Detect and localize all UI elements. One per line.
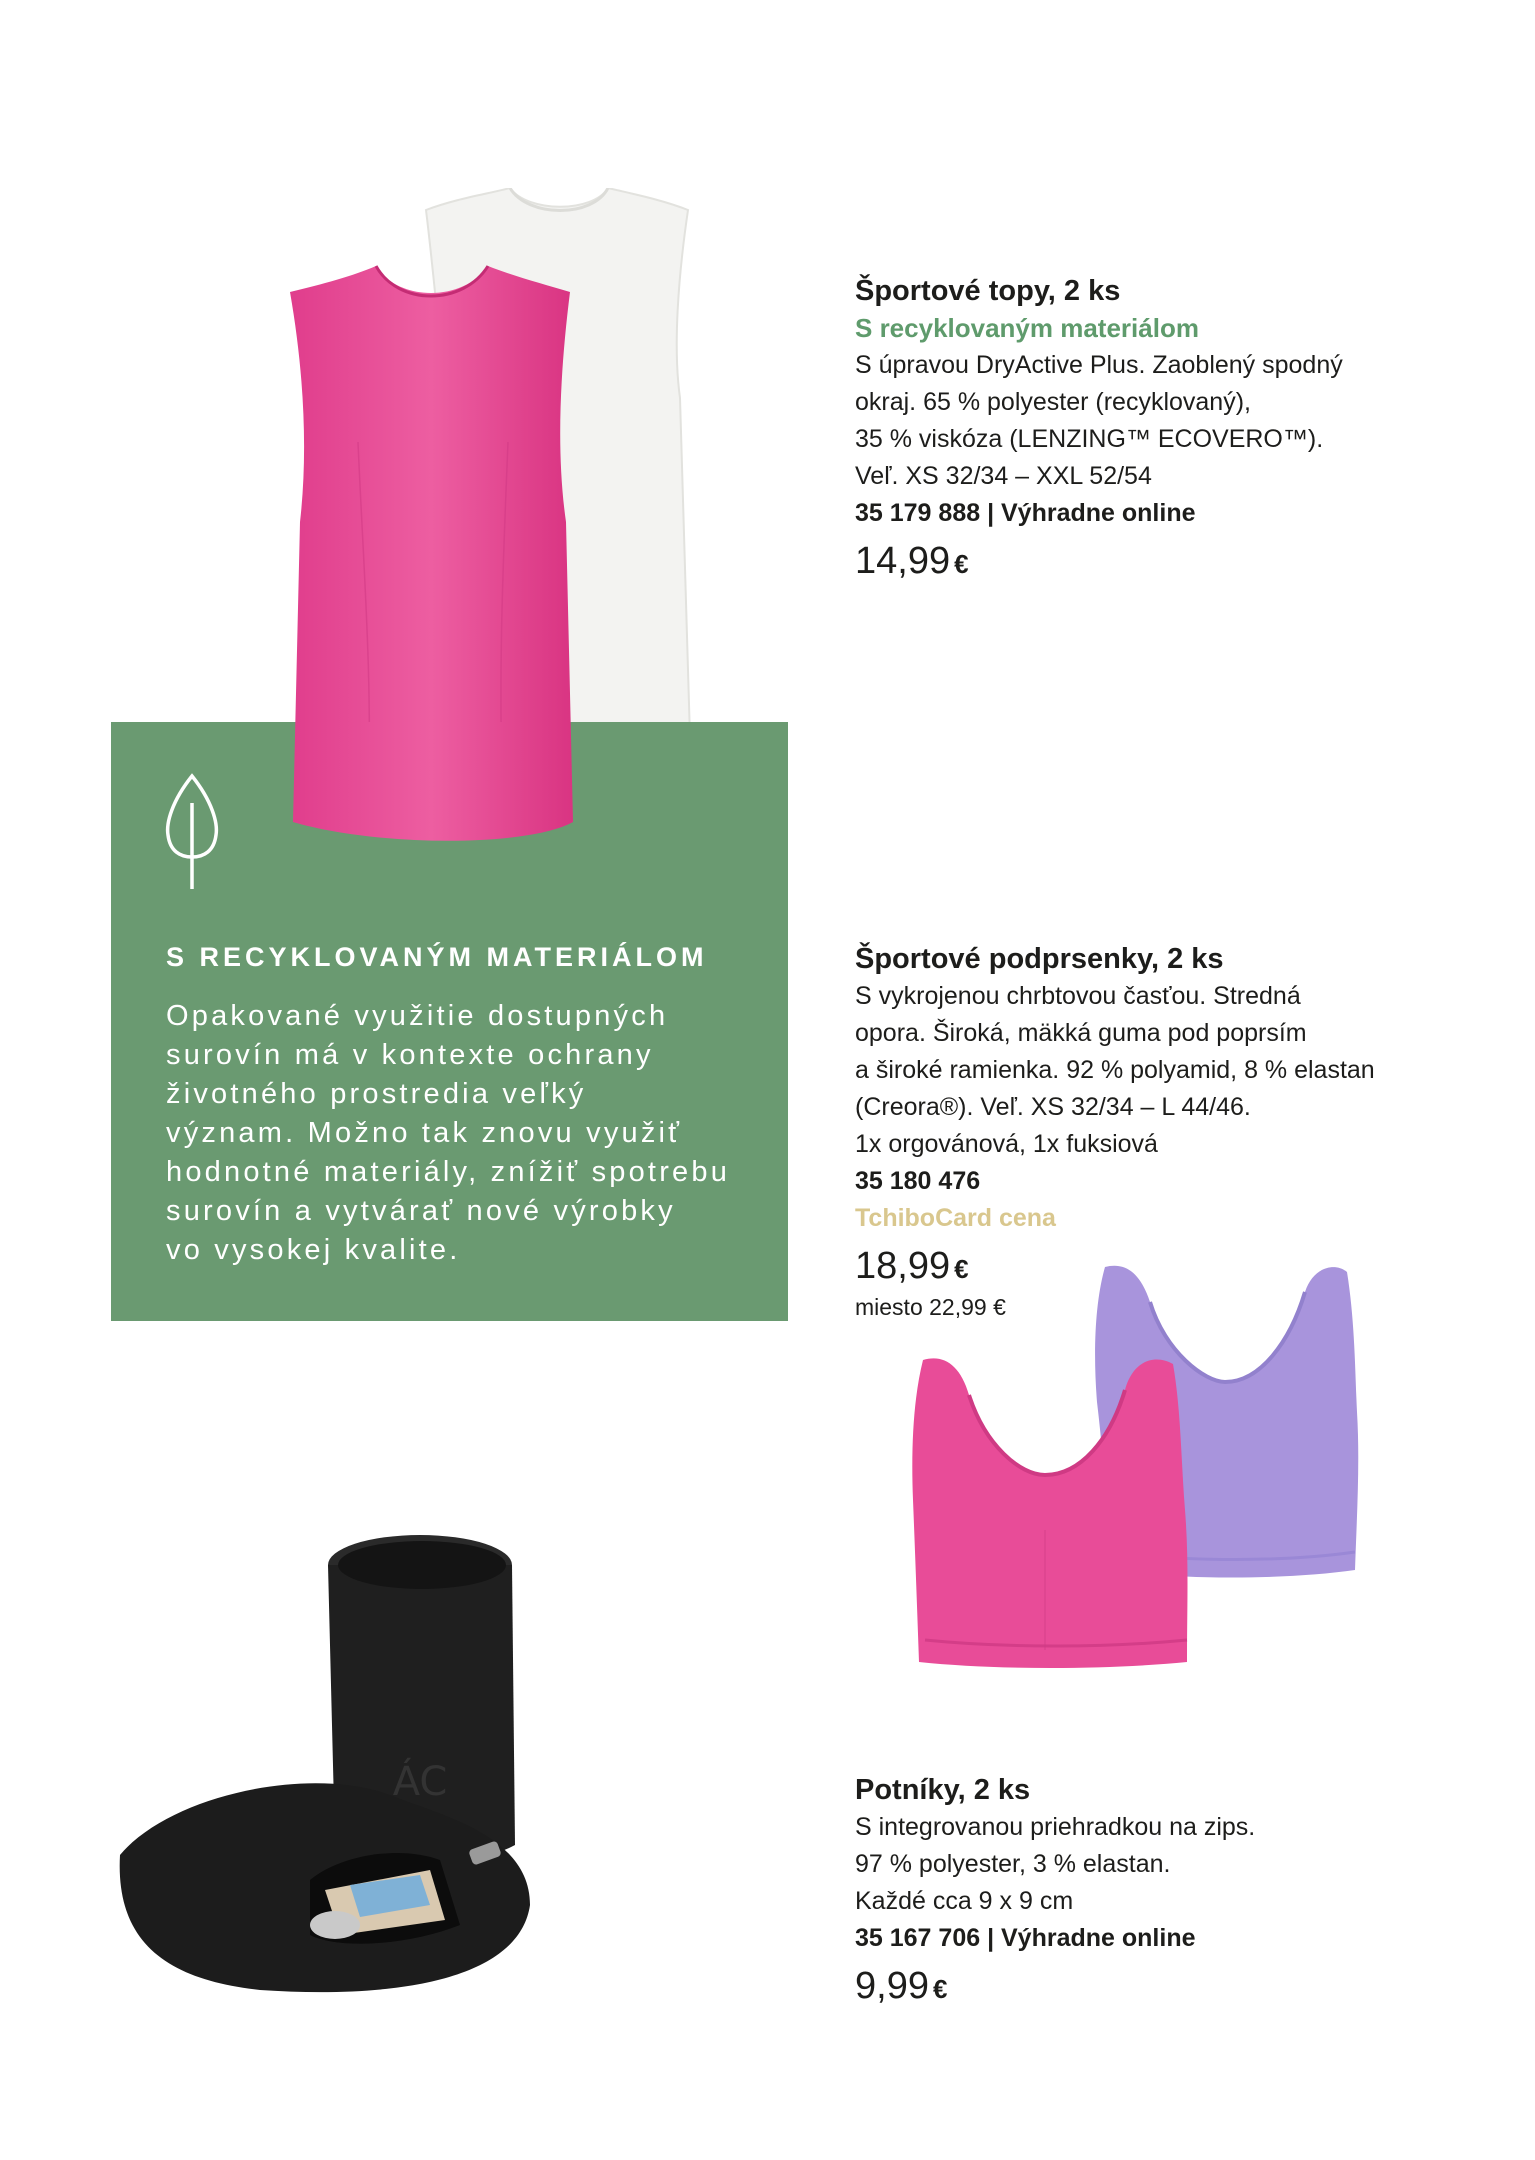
eco-text-line: surovín má v kontexte ochrany	[166, 1039, 654, 1071]
product-description-line: 35 % viskóza (LENZING™ ECOVERO™).	[855, 425, 1324, 453]
price-value: 9,99	[855, 1965, 929, 2007]
product-sport-tops	[855, 272, 1495, 587]
product-description-line: a široké ramienka. 92 % polyamid, 8 % elastan	[855, 1056, 1375, 1084]
fuchsia-sports-bra-image	[905, 1350, 1195, 1670]
product-description-line: Veľ. XS 32/34 – XXL 52/54	[855, 462, 1152, 490]
original-price: miesto 22,99 €	[855, 1294, 1006, 1320]
eco-panel-text	[166, 997, 766, 1270]
product-code: 35 167 706 | Výhradne online	[855, 1924, 1196, 1952]
product-wristbands	[855, 1771, 1495, 2012]
product-description-line: 97 % polyester, 3 % elastan.	[855, 1850, 1171, 1878]
leaf-icon	[164, 773, 220, 891]
product-description-line: opora. Široká, mäkká guma pod poprsím	[855, 1019, 1307, 1047]
product-description-line: S integrovanou priehradkou na zips.	[855, 1813, 1256, 1841]
currency-symbol: €	[932, 1974, 948, 2004]
product-title: Športové topy, 2 ks	[855, 275, 1121, 307]
product-title: Potníky, 2 ks	[855, 1774, 1031, 1806]
currency-symbol: €	[954, 549, 969, 579]
eco-text-line: význam. Možno tak znovu využiť	[166, 1117, 683, 1149]
product-description-line: Každé cca 9 x 9 cm	[855, 1887, 1074, 1915]
tchibocard-price-label: TchiboCard cena	[855, 1204, 1056, 1232]
eco-text-line: hodnotné materiály, znížiť spotrebu	[166, 1156, 731, 1188]
pink-tank-top-overlap	[288, 262, 573, 847]
product-price	[855, 538, 1495, 587]
svg-text:ÁC: ÁC	[392, 1759, 448, 1805]
price-value: 18,99	[855, 1245, 951, 1287]
eco-text-line: Opakované využitie dostupných	[166, 1000, 669, 1032]
product-price	[855, 1963, 1495, 2012]
product-description-line: okraj. 65 % polyester (recyklovaný),	[855, 388, 1251, 416]
product-description-line: S vykrojenou chrbtovou časťou. Stredná	[855, 982, 1301, 1010]
eco-text-line: vo vysokej kvalite.	[166, 1234, 461, 1266]
product-description-line: S úpravou DryActive Plus. Zaoblený spodný	[855, 351, 1343, 379]
black-wristband-image	[110, 1525, 560, 2025]
eco-text-line: surovín a vytvárať nové výrobky	[166, 1195, 676, 1227]
product-code: 35 180 476	[855, 1167, 981, 1195]
currency-symbol: €	[954, 1254, 969, 1284]
product-title: Športové podprsenky, 2 ks	[855, 943, 1224, 975]
eco-panel-title: S RECYKLOVANÝM MATERIÁLOM	[166, 942, 708, 972]
price-value: 14,99	[855, 540, 951, 582]
product-code: 35 179 888 | Výhradne online	[855, 499, 1196, 527]
product-description-line: (Creora®). Veľ. XS 32/34 – L 44/46.	[855, 1093, 1251, 1121]
eco-text-line: životného prostredia veľký	[166, 1078, 587, 1110]
product-description-line: 1x orgovánová, 1x fuksiová	[855, 1130, 1158, 1158]
product-subtitle: S recyklovaným materiálom	[855, 313, 1199, 343]
